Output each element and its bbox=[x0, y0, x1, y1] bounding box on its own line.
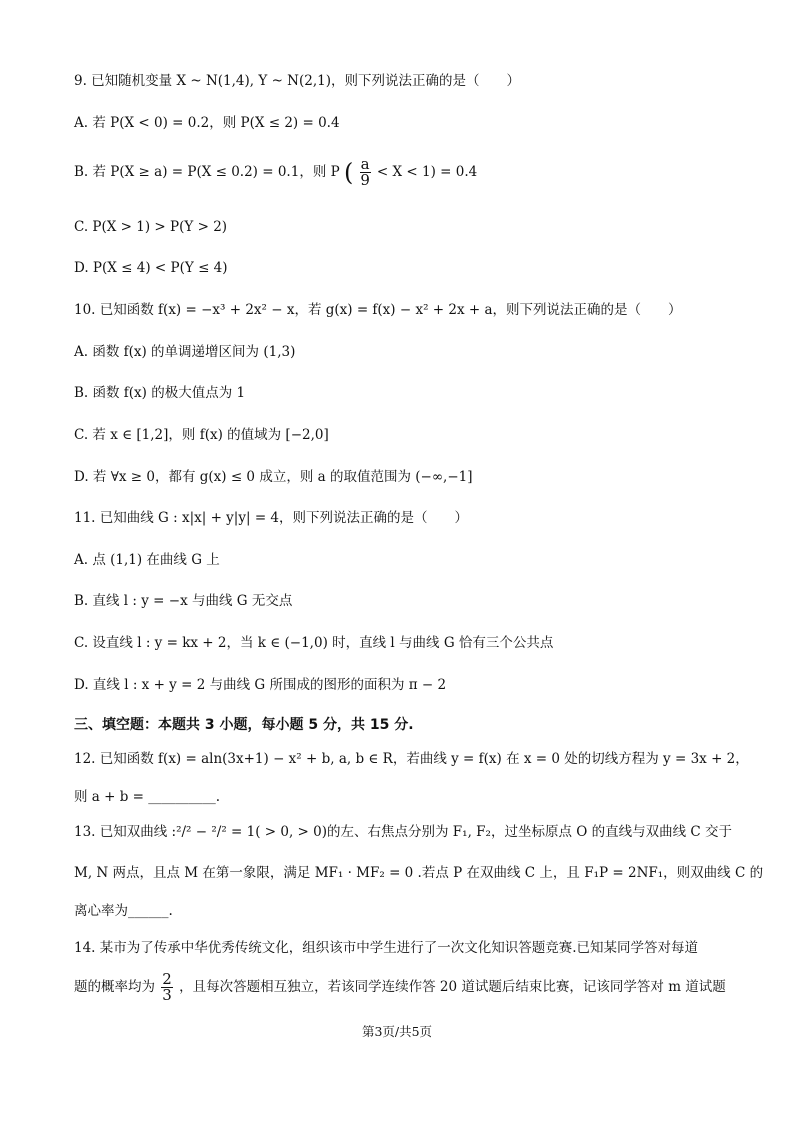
option-b-text-after: < X < 1) = 0.4 bbox=[376, 164, 478, 180]
question-14: 14. 某市为了传承中华优秀传统文化，组织该市中学生进行了一次文化知识答题竞赛.已知某同学答对每道 bbox=[74, 940, 699, 956]
question-10-option-b: B. 函数 f(x) 的极大值点为 1 bbox=[74, 385, 246, 401]
q14-text-before: 题的概率均为 bbox=[74, 979, 155, 995]
question-10-option-c: C. 若 x ∈ [1,2]，则 f(x) 的值域为 [−2,0] bbox=[74, 427, 329, 443]
section-3-heading: 三、填空题：本题共 3 小题，每小题 5 分，共 15 分. bbox=[74, 717, 414, 733]
question-13-line-2: M, N 两点，且点 M 在第一象限，满足 MF₁ · MF₂ = 0 .若点 P 在双曲线 C 上，且 F₁P = 2NF₁，则双曲线 C 的 bbox=[74, 865, 764, 881]
question-11: 11. 已知曲线 G : x|x| + y|y| = 4，则下列说法正确的是（ ） bbox=[74, 510, 469, 526]
question-9-option-b bbox=[74, 157, 477, 188]
fraction-denominator: 9 bbox=[360, 171, 370, 189]
paren-open: ( bbox=[344, 158, 354, 187]
question-9-option-d: D. P(X ≤ 4) < P(Y ≤ 4) bbox=[74, 260, 228, 276]
fraction-a-over-9 bbox=[360, 157, 371, 188]
fraction-numerator: a bbox=[360, 155, 370, 173]
question-14-line-2 bbox=[74, 972, 726, 1003]
fraction-numerator: 2 bbox=[162, 970, 172, 988]
q14-text-after: ，且每次答题相互独立，若该同学连续作答 20 道试题后结束比赛，记该同学答对 m 道试题 bbox=[179, 979, 726, 995]
question-11-option-c: C. 设直线 l : y = kx + 2，当 k ∈ (−1,0) 时，直线 l 与曲线 G 恰有三个公共点 bbox=[74, 635, 554, 651]
question-11-option-a: A. 点 (1,1) 在曲线 G 上 bbox=[74, 552, 220, 568]
fraction-two-thirds bbox=[161, 972, 173, 1003]
question-11-option-d: D. 直线 l : x + y = 2 与曲线 G 所围成的图形的面积为 π − 2 bbox=[74, 677, 447, 693]
question-12: 12. 已知函数 f(x) = aln(3x+1) − x² + b, a, b ∈ R，若曲线 y = f(x) 在 x = 0 处的切线方程为 y = 3x + 2， bbox=[74, 751, 749, 767]
question-12-answer-line: 则 a + b = __________. bbox=[74, 789, 221, 805]
question-10-option-a: A. 函数 f(x) 的单调递增区间为 (1,3) bbox=[74, 344, 296, 360]
question-10: 10. 已知函数 f(x) = −x³ + 2x² − x，若 g(x) = f(x) − x² + 2x + a，则下列说法正确的是（ ） bbox=[74, 302, 682, 318]
question-9: 9. 已知随机变量 X ~ N(1,4), Y ~ N(2,1)，则下列说法正确的是（ ） bbox=[74, 73, 520, 89]
question-13-line-3: 离心率为______. bbox=[74, 903, 173, 919]
page-footer: 第3页/共5页 bbox=[361, 1024, 433, 1039]
question-10-option-d: D. 若 ∀x ≥ 0，都有 g(x) ≤ 0 成立，则 a 的取值范围为 (−∞,−1] bbox=[74, 469, 473, 485]
question-9-option-c: C. P(X > 1) > P(Y > 2) bbox=[74, 219, 228, 235]
question-9-option-a: A. 若 P(X < 0) = 0.2，则 P(X ≤ 2) = 0.4 bbox=[74, 115, 340, 131]
question-11-option-b: B. 直线 l : y = −x 与曲线 G 无交点 bbox=[74, 593, 293, 609]
question-13: 13. 已知双曲线 :²/² − ²/² = 1( > 0, > 0)的左、右焦点分别为 F₁, F₂，过坐标原点 O 的直线与双曲线 C 交于 bbox=[74, 824, 733, 840]
fraction-denominator: 3 bbox=[162, 986, 172, 1004]
option-b-text-before: B. 若 P(X ≥ a) = P(X ≤ 0.2) = 0.1，则 P bbox=[74, 164, 340, 180]
